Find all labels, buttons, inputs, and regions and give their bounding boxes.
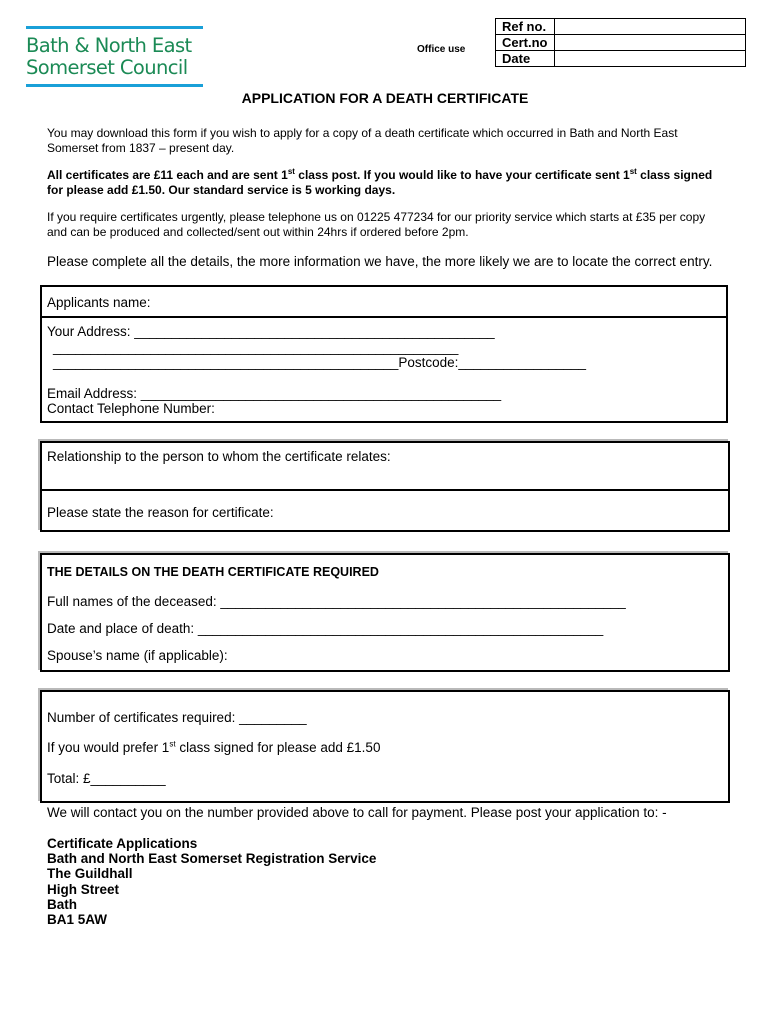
- logo-bottom-line: [26, 84, 203, 87]
- intro-download-text: You may download this form if you wish to apply for a copy of a death certificate which occurred in Bath and North East Somerset from 1837 – present day.: [47, 126, 678, 155]
- relationship-field[interactable]: Relationship to the person to whom the certificate relates:: [47, 449, 391, 464]
- urgent-service-text: If you require certificates urgently, please telephone us on 01225 477234 for our priority service which starts at £35 per copy and can be produced and collected/sent out within 24hrs if ordered before 2pm.: [47, 210, 706, 239]
- office-use-table: [495, 18, 746, 67]
- ref-no-field[interactable]: [554, 19, 745, 35]
- address-line: High Street: [47, 881, 120, 897]
- address-line: Bath: [47, 896, 77, 912]
- email-field[interactable]: Email Address: ________________________________________________: [47, 386, 502, 401]
- cert-no-label: Cert.no: [496, 35, 555, 51]
- address-line: The Guildhall: [47, 866, 133, 882]
- deceased-name-field[interactable]: Full names of the deceased: ______________________________________________________: [47, 594, 626, 609]
- total-field[interactable]: Total: £__________: [47, 771, 166, 786]
- death-details-heading: THE DETAILS ON THE DEATH CERTIFICATE REQUIRED: [47, 565, 379, 579]
- postal-address: [47, 836, 376, 927]
- address-line: Bath and North East Somerset Registration Service: [47, 851, 377, 867]
- applicant-name-label[interactable]: Applicants name:: [47, 295, 151, 310]
- payment-contact-text: We will contact you on the number provided above to call for payment. Please post your application to: -: [47, 805, 667, 820]
- relationship-divider: [40, 489, 730, 491]
- signed-for-option-text: If you would prefer 1st class signed for please add £1.50: [47, 739, 381, 755]
- address-field-2[interactable]: ______________________________________________________: [53, 340, 459, 355]
- certificates-number-field[interactable]: Number of certificates required: _________: [47, 710, 307, 725]
- applicant-divider: [40, 316, 728, 318]
- address-postcode-field[interactable]: ______________________________________________Postcode:_________________: [53, 355, 587, 370]
- spouse-name-field[interactable]: Spouse’s name (if applicable):: [47, 648, 228, 663]
- address-line: BA1 5AW: [47, 912, 108, 928]
- logo-line-1: Bath & North East: [26, 34, 192, 57]
- price-text: All certificates are £11 each and are sent 1st class post. If you would like to have your certificate sent 1st class signed for please add £1.50. Our standard service is 5 working days.: [47, 167, 713, 197]
- address-field-1[interactable]: Your Address: ________________________________________________: [47, 324, 495, 339]
- cert-no-field[interactable]: [554, 35, 745, 51]
- address-line: Certificate Applications: [47, 836, 198, 851]
- date-label: Date: [496, 51, 555, 67]
- office-use-label: Office use: [417, 44, 466, 55]
- ref-no-label: Ref no.: [496, 19, 555, 35]
- complete-details-text: Please complete all the details, the more information we have, the more likely we are to locate the correct entry.: [47, 254, 713, 269]
- date-field[interactable]: [554, 51, 745, 67]
- date-place-field[interactable]: Date and place of death: ______________________________________________________: [47, 621, 604, 636]
- logo-top-line: [26, 26, 203, 29]
- reason-field[interactable]: Please state the reason for certificate:: [47, 505, 274, 520]
- form-title: APPLICATION FOR A DEATH CERTIFICATE: [241, 90, 529, 106]
- logo-line-2: Somerset Council: [26, 56, 188, 79]
- phone-field[interactable]: Contact Telephone Number:: [47, 401, 215, 416]
